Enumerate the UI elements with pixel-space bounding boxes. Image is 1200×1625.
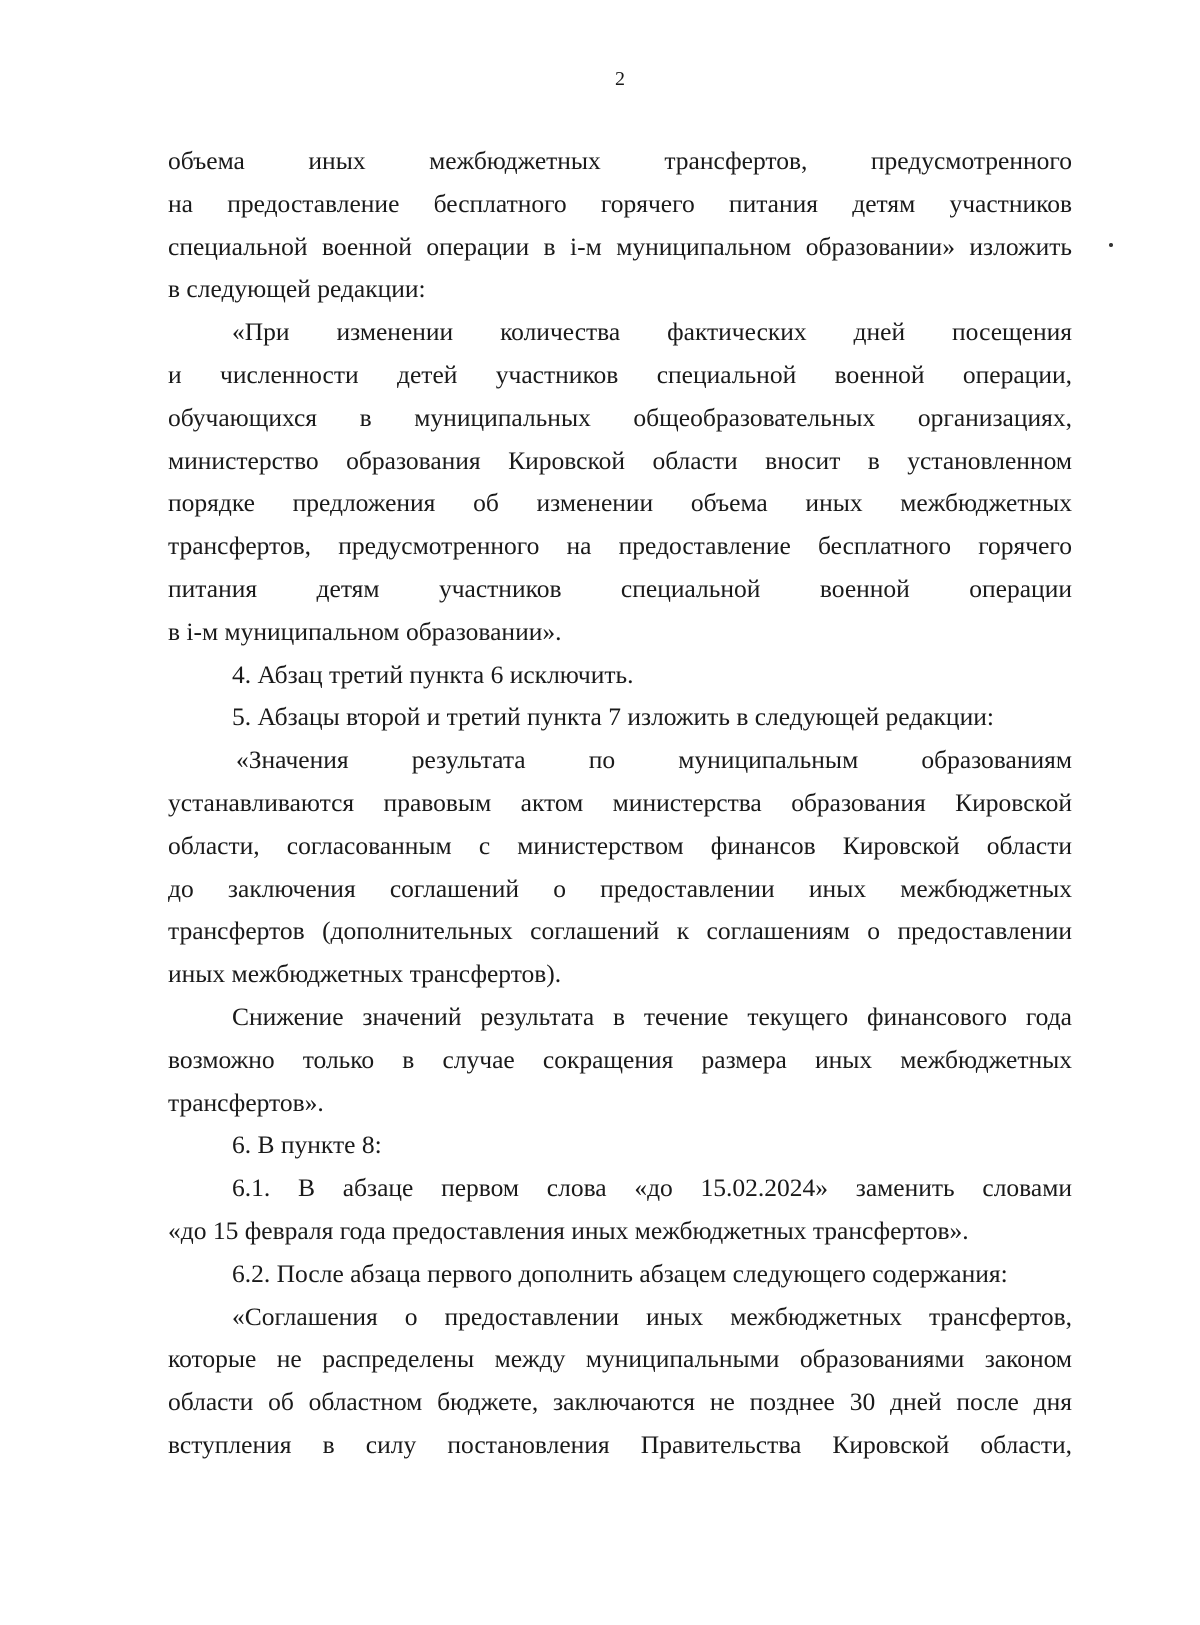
paragraph-quote-values (168, 739, 1072, 996)
paragraph-continuation (168, 140, 1072, 311)
text-line: «до 15 февраля года предоставления иных межбюджетных трансфертов». (168, 1215, 969, 1245)
text-line: питания детям участников специальной военной операции (168, 573, 1072, 603)
text-line: министерство образования Кировской области вносит в установленном (168, 445, 1072, 475)
text-line: 4. Абзац третий пункта 6 исключить. (232, 659, 634, 689)
text-line: области, согласованным с министерством финансов Кировской области (168, 830, 1072, 860)
text-line: трансфертов (дополнительных соглашений к соглашениям о предоставлении (168, 916, 1072, 946)
paragraph-item-6-2 (168, 1253, 1072, 1296)
text-line: возможно только в случае сокращения размера иных межбюджетных (168, 1044, 1072, 1074)
text-line: порядке предложения об изменении объема иных межбюджетных (168, 488, 1072, 518)
text-line: в i-м муниципальном образовании». (168, 616, 562, 646)
text-line: трансфертов». (168, 1087, 324, 1117)
text-line: области об областном бюджете, заключаются не позднее 30 дней после дня (168, 1387, 1072, 1417)
text-line: 5. Абзацы второй и третий пункта 7 изложить в следующей редакции: (232, 702, 994, 732)
text-line: специальной военной операции в i-м муниципальном образовании» изложить (168, 231, 1072, 261)
text-line: «При изменении количества фактических дней посещения (232, 317, 1072, 347)
text-line: трансфертов, предусмотренного на предоставление бесплатного горячего (168, 531, 1072, 561)
paragraph-item-6-1 (168, 1167, 1072, 1253)
text-line: 6. В пункте 8: (232, 1130, 382, 1160)
paragraph-quote-change (168, 311, 1072, 653)
paragraph-quote-agreements (168, 1296, 1072, 1467)
text-line: объема иных межбюджетных трансфертов, предусмотренного (168, 146, 1072, 175)
text-line: устанавливаются правовым актом министерства образования Кировской (168, 787, 1072, 817)
text-line: обучающихся в муниципальных общеобразовательных организациях, (168, 402, 1072, 432)
text-line: иных межбюджетных трансфертов). (168, 959, 562, 989)
document-body (168, 140, 1072, 1467)
text-line: вступления в силу постановления Правительства Кировской области, (168, 1429, 1072, 1459)
paragraph-reduction (168, 996, 1072, 1124)
paragraph-item-5 (168, 696, 1072, 739)
scan-artifact (1109, 243, 1113, 247)
text-line: «Значения результата по муниципальным образованиям (236, 745, 1072, 775)
text-line: 6.2. После абзаца первого дополнить абзацем следующего содержания: (232, 1258, 1008, 1288)
text-line: и численности детей участников специальной военной операции, (168, 359, 1072, 389)
paragraph-item-4 (168, 654, 1072, 697)
text-line: которые не распределены между муниципальными образованиями законом (168, 1344, 1072, 1374)
text-line: Снижение значений результата в течение текущего финансового года (232, 1001, 1072, 1031)
text-line: на предоставление бесплатного горячего питания детям участников (168, 188, 1072, 218)
paragraph-item-6 (168, 1124, 1072, 1167)
text-line: «Соглашения о предоставлении иных межбюджетных трансфертов, (232, 1301, 1072, 1331)
text-line: до заключения соглашений о предоставлении иных межбюджетных (168, 873, 1072, 903)
text-line: в следующей редакции: (168, 274, 426, 304)
page-number: 2 (615, 68, 625, 90)
text-line: 6.1. В абзаце первом слова «до 15.02.2024» заменить словами (232, 1173, 1072, 1203)
